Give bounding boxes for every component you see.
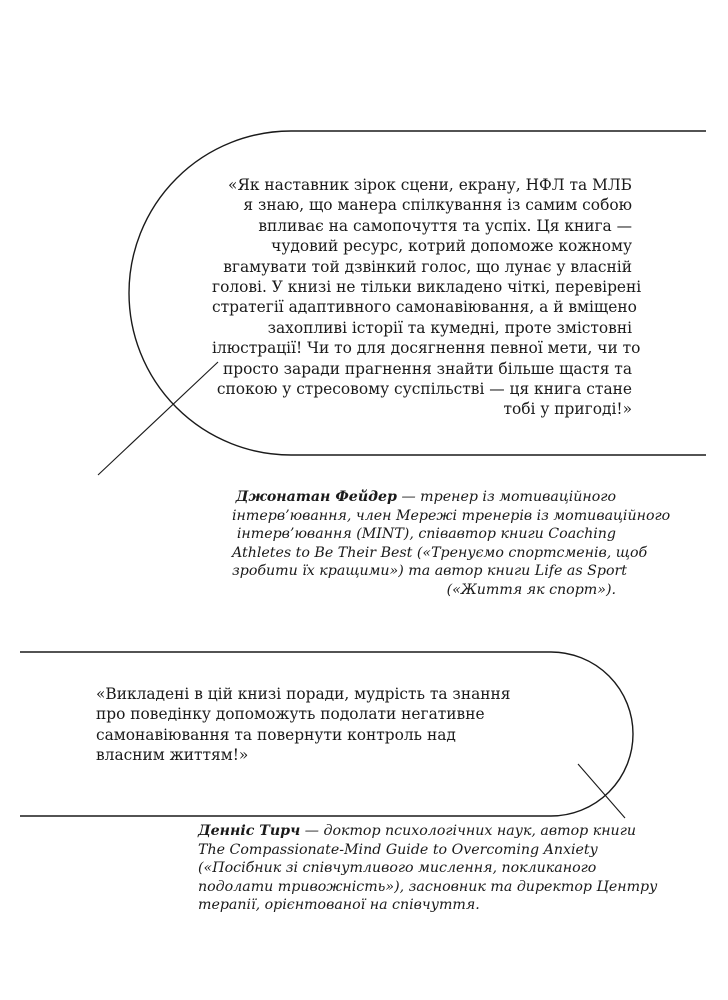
- quote-line: спокою у стресовому суспільстві — ця книга стане: [216, 380, 632, 399]
- quote-line: вгамувати той дзвінкий голос, що лунає у власній: [223, 257, 632, 276]
- quote-line: ілюстрації! Чи то для досягнення певної мети, чи то: [212, 339, 641, 358]
- attribution-line: терапії, орієнтованої на співчуття.: [198, 897, 480, 914]
- attribution-text: — тренер із мотиваційного: [401, 489, 616, 505]
- testimonial-attribution-2: [198, 822, 658, 915]
- quote-line: «Як наставник зірок сцени, екрану, НФЛ та МЛБ: [228, 176, 632, 194]
- testimonial-quote-1: [212, 175, 642, 420]
- quote-line: про поведінку допоможуть подолати негативне: [96, 705, 485, 724]
- attribution-line: («Посібник зі співчутливого мислення, покликаного: [198, 860, 597, 877]
- frame-slash-1: [98, 362, 218, 475]
- attribution-line: The Compassionate-Mind Guide to Overcoming Anxiety: [198, 841, 598, 858]
- quote-line: власним життям!»: [96, 746, 249, 765]
- quote-line: просто заради прагнення знайти більше щастя та: [222, 359, 632, 378]
- attribution-line: подолати тривожність»), засновник та директор Центру: [198, 878, 658, 895]
- frame-slash-2: [578, 764, 625, 818]
- attribution-line: («Життя як спорт»).: [446, 581, 616, 598]
- quote-line: чудовий ресурс, котрий допоможе кожному: [271, 237, 632, 256]
- quote-line: захопливі історії та кумедні, проте змістовні: [267, 318, 632, 337]
- attribution-line: [198, 822, 636, 841]
- quote-line: я знаю, що манера спілкування із самим собою: [243, 196, 632, 215]
- quote-line: впливає на самопочуття та успіх. Ця книга —: [258, 216, 632, 235]
- quote-line: самонавіювання та повернути контроль над: [96, 725, 456, 744]
- attribution-line: інтерв’ювання, член Мережі тренерів із мотиваційного: [232, 507, 671, 524]
- attribution-line: інтерв’ювання (MINT), співавтор книги Coaching: [236, 526, 616, 543]
- quote-line: «Викладені в цій книзі поради, мудрість та знання: [96, 685, 511, 703]
- attribution-line: зробити їх кращими») та автор книги Life as Sport: [232, 563, 627, 580]
- quote-line: тобі у пригоді!»: [503, 400, 632, 419]
- author-name: Денніс Тирч: [198, 823, 301, 839]
- quote-line: голові. У книзі не тільки викладено чіткі, перевірені: [212, 278, 642, 297]
- author-name: Джонатан Фейдер: [235, 489, 397, 505]
- attribution-line: Athletes to Be Their Best («Тренуємо спортсменів, щоб: [232, 544, 648, 561]
- attribution-line: [232, 488, 616, 507]
- quote-line: стратегії адаптивного самонавіювання, а й вміщено: [212, 298, 637, 317]
- attribution-text: — доктор психологічних наук, автор книги: [304, 823, 636, 839]
- testimonial-attribution-1: [232, 488, 671, 600]
- testimonial-quote-2: [96, 684, 516, 766]
